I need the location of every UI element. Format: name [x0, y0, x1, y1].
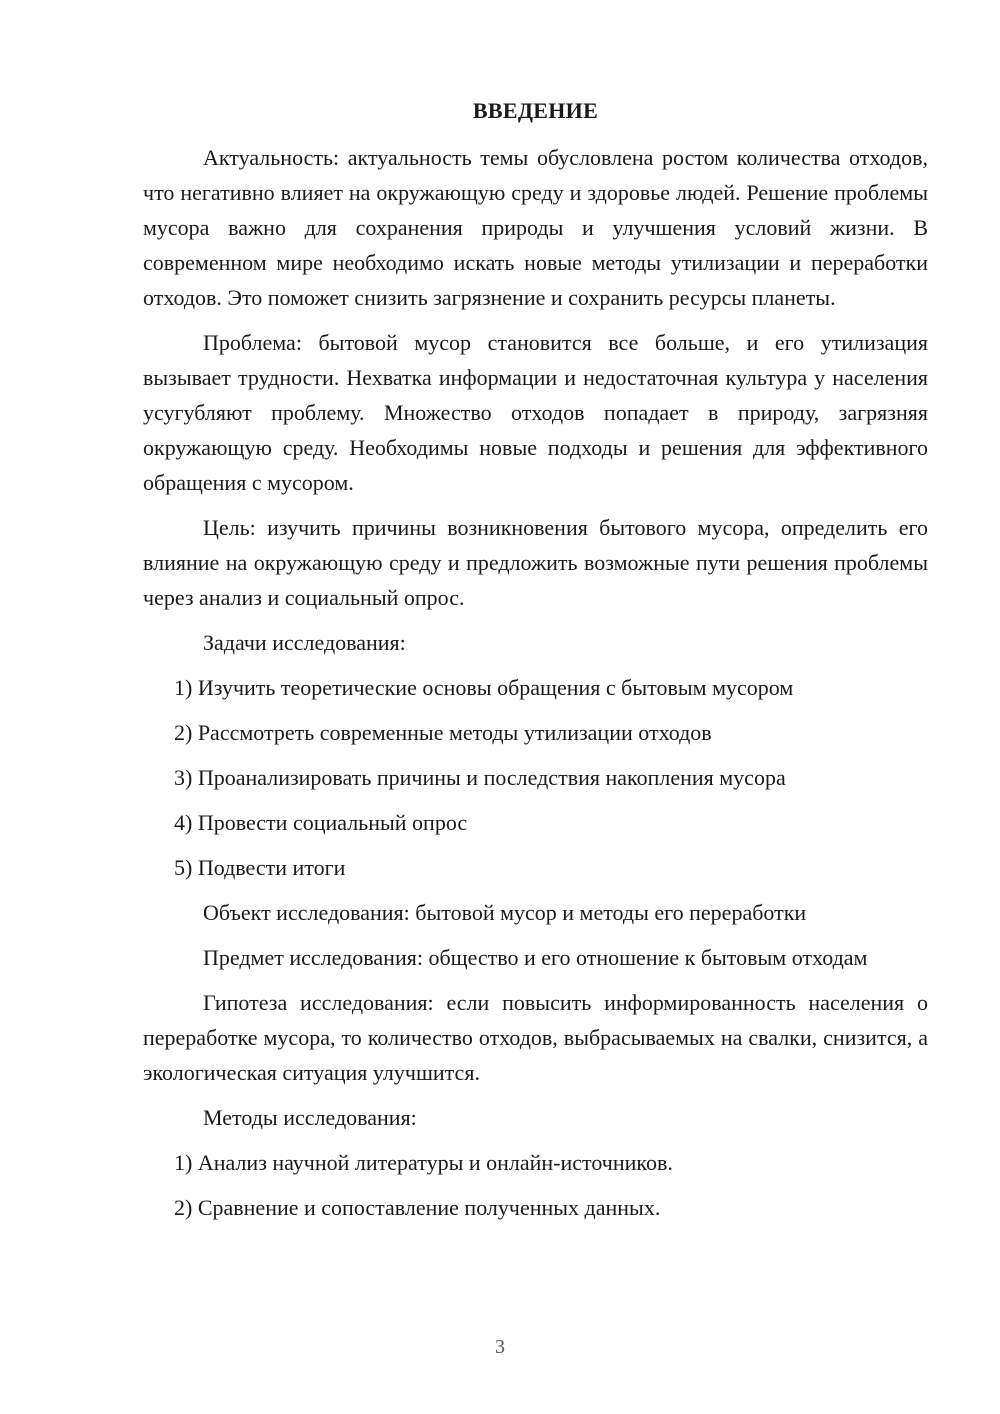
hypothesis-paragraph: Гипотеза исследования: если повысить информированность населения о переработке мусора, то количество отходов, выбрасываемых на свалки, снизится, а экологическая ситуация улучшится. [143, 990, 928, 1085]
task-item: 1) Изучить теоретические основы обращения с бытовым мусором [174, 675, 794, 700]
object-paragraph: Объект исследования: бытовой мусор и методы его переработки [203, 900, 807, 925]
tasks-list [143, 670, 928, 885]
methods-list [143, 1145, 928, 1225]
goal-paragraph: Цель: изучить причины возникновения бытового мусора, определить его влияние на окружающую среду и предложить возможные пути решения проблемы через анализ и социальный опрос. [143, 515, 928, 610]
tasks-heading: Задачи исследования: [203, 630, 406, 655]
methods-heading: Методы исследования: [203, 1105, 417, 1130]
method-item: 1) Анализ научной литературы и онлайн-источников. [174, 1150, 673, 1175]
task-item: 2) Рассмотреть современные методы утилизации отходов [174, 720, 712, 745]
task-item: 5) Подвести итоги [174, 855, 346, 880]
method-item: 2) Сравнение и сопоставление полученных данных. [174, 1195, 661, 1220]
task-item: 3) Проанализировать причины и последствия накопления мусора [174, 765, 786, 790]
document-page [143, 96, 928, 1235]
document-title: ВВЕДЕНИЕ [472, 98, 599, 123]
relevance-paragraph: Актуальность: актуальность темы обусловлена ростом количества отходов, что негативно влияет на окружающую среду и здоровье людей. Решение проблемы мусора важно для сохранения природы и улучшения условий жизни. В современном мире необходимо искать новые методы утилизации и переработки отходов. Это поможет снизить загрязнение и сохранить ресурсы планеты. [143, 145, 928, 310]
page-number: 3 [495, 1336, 505, 1358]
problem-paragraph: Проблема: бытовой мусор становится все больше, и его утилизация вызывает трудности. Нехватка информации и недостаточная культура у населения усугубляют проблему. Множество отходов попадает в природу, загрязняя окружающую среду. Необходимы новые подходы и решения для эффективного обращения с мусором. [143, 330, 928, 495]
task-item: 4) Провести социальный опрос [174, 810, 468, 835]
subject-paragraph: Предмет исследования: общество и его отношение к бытовым отходам [203, 945, 868, 970]
